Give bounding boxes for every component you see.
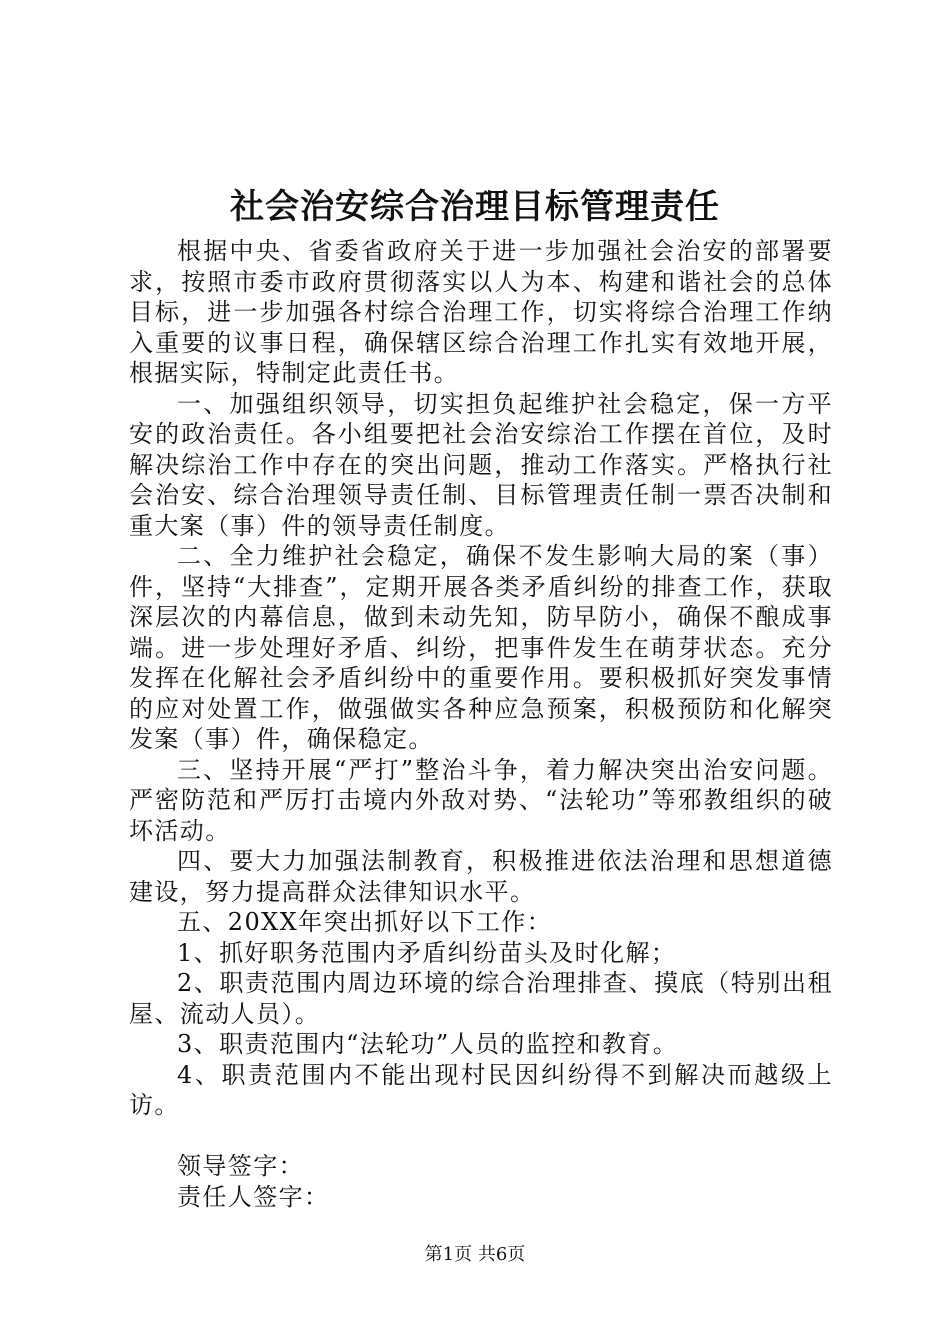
list-item-2: 2、职责范围内周边环境的综合治理排查、摸底（特别出租屋、流动人员）。: [129, 969, 833, 1028]
paragraph-section-4: 四、要大力加强法制教育，积极推进依法治理和思想道德建设，努力提高群众法律知识水平。: [129, 847, 833, 906]
paragraph-section-3: 三、坚持开展“严打”整治斗争，着力解决突出治安问题。严密防范和严厉打击境内外敌对势、“法轮功”等邪教组织的破坏活动。: [129, 755, 833, 845]
paragraph-intro: 根据中央、省委省政府关于进一步加强社会治安的部署要求，按照市委市政府贯彻落实以人为本、构建和谐社会的总体目标，进一步加强各村综合治理工作，切实将综合治理工作纳入重要的议事日程，确保辖区综合治理工作扎实有效地开展，根据实际，特制定此责任书。: [129, 237, 833, 387]
paragraph-section-5: 五、20XX年突出抓好以下工作：: [177, 908, 553, 936]
leader-signature-label: 领导签字：: [177, 1152, 304, 1180]
list-item-4: 4、职责范围内不能出现村民因纠纷得不到解决而越级上访。: [129, 1060, 833, 1119]
paragraph-section-1: 一、加强组织领导，切实担负起维护社会稳定，保一方平安的政治责任。各小组要把社会治安综治工作摆在首位，及时解决综治工作中存在的突出问题，推动工作落实。严格执行社会治安、综合治理领导责任制、目标管理责任制一票否决制和重大案（事）件的领导责任制度。: [129, 389, 833, 540]
document-title: 社会治安综合治理目标管理责任: [230, 187, 720, 227]
paragraph-section-2: 二、全力维护社会稳定，确保不发生影响大局的案（事）件，坚持“大排查”，定期开展各类矛盾纠纷的排查工作，获取深层次的内幕信息，做到未动先知，防早防小，确保不酿成事端。进一步处理好矛盾、纠纷，把事件发生在萌芽状态。充分发挥在化解社会矛盾纠纷中的重要作用。要积极抓好突发事情的应对处置工作，做强做实各种应急预案，积极预防和化解突发案（事）件，确保稳定。: [129, 542, 833, 753]
list-item-1: 1、抓好职务范围内矛盾纠纷苗头及时化解；: [177, 938, 677, 967]
responsible-signature-label: 责任人签字：: [177, 1182, 330, 1211]
document-body: [129, 236, 833, 1212]
list-item-3: 3、职责范围内“法轮功”人员的监控和教育。: [177, 1030, 679, 1058]
page-number: 第1页 共6页: [424, 1244, 526, 1265]
